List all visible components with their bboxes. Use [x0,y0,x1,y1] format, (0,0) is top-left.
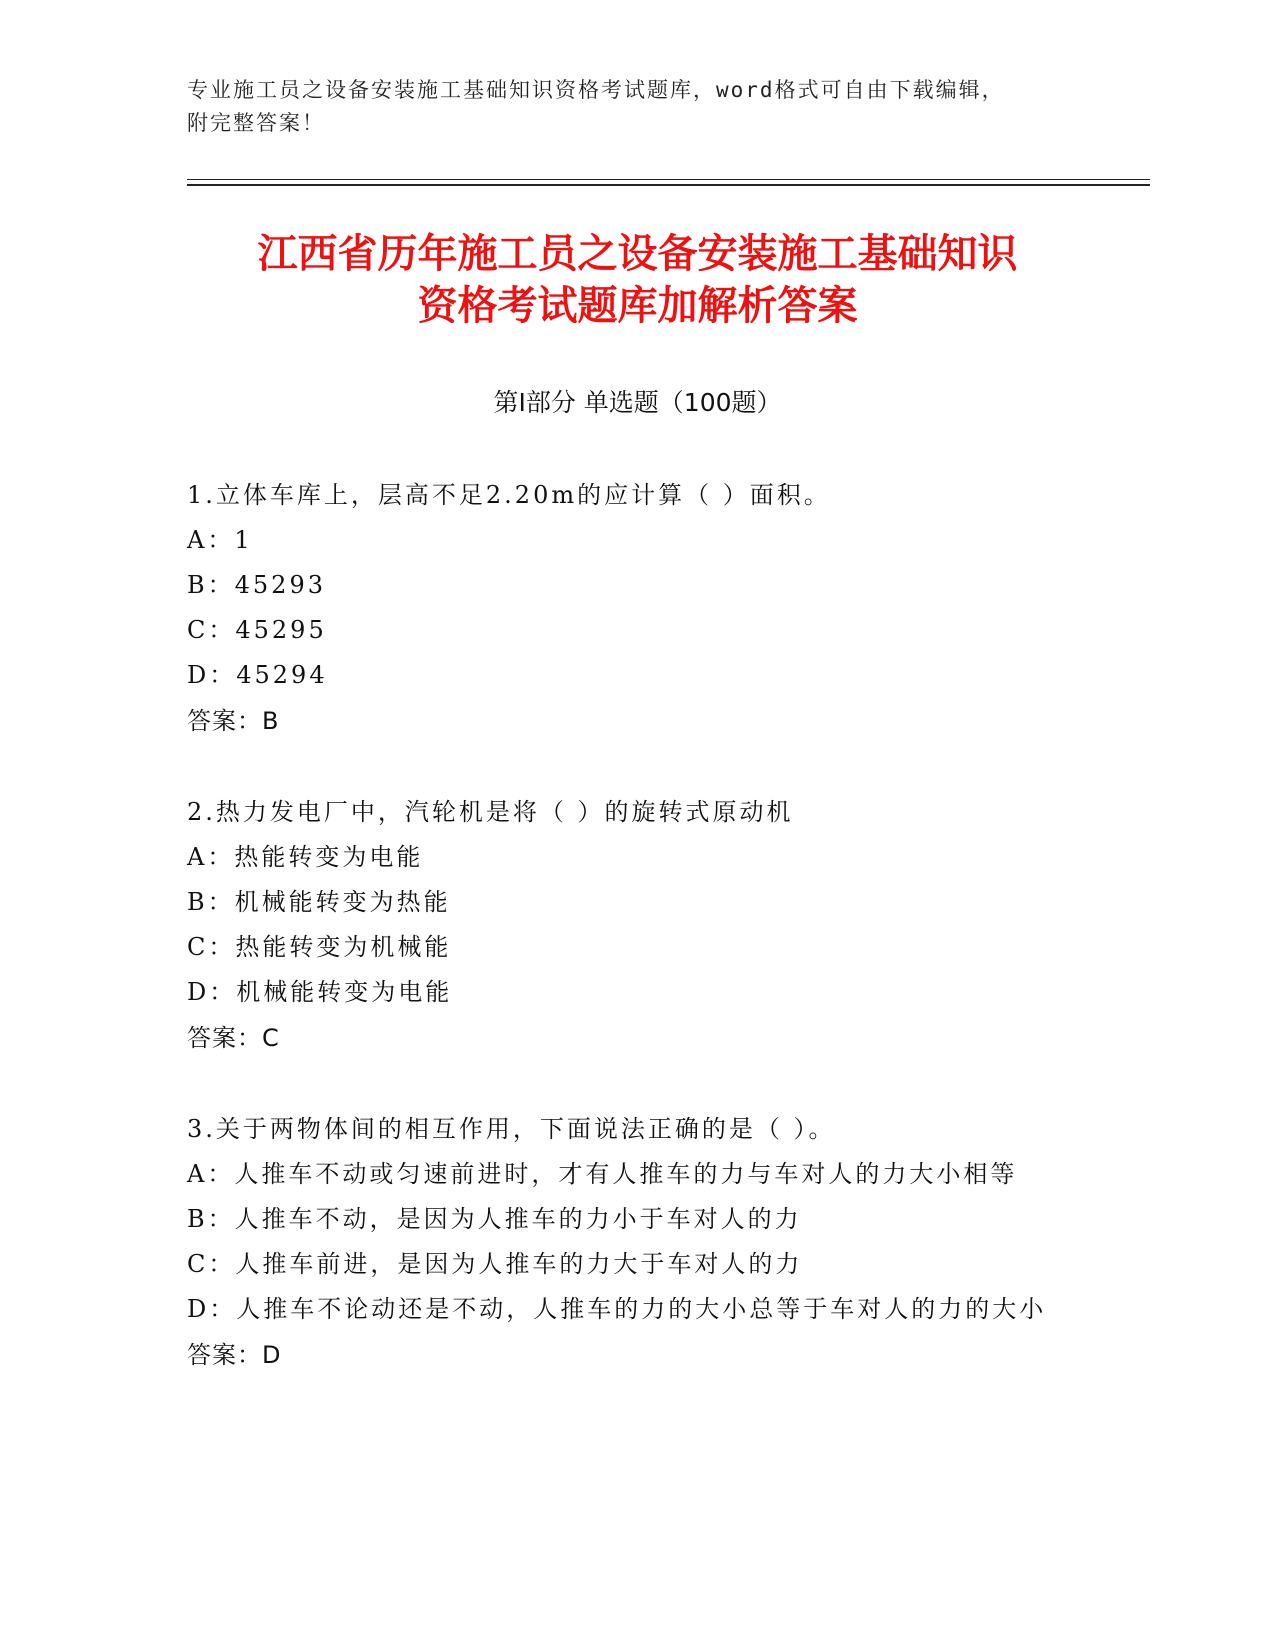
answer-line: 答案：D [187,1341,282,1369]
section-heading: 第I部分 单选题（100题） [493,388,782,417]
header-note-line2: 附完整答案！ [187,111,325,135]
question-block [187,473,1087,744]
option-c: C：人推车前进，是因为人推车的力大于车对人的力 [187,1250,803,1278]
document-title-line2: 资格考试题库加解析答案 [417,283,858,329]
question-stem: 2.热力发电厂中，汽轮机是将（ ）的旋转式原动机 [187,798,794,826]
option-c: C：45295 [187,616,327,644]
question-stem: 1.立体车库上，层高不足2.20m的应计算（ ）面积。 [187,481,831,509]
document-title-line1: 江西省历年施工员之设备安装施工基础知识 [257,231,1018,277]
option-a: A：人推车不动或匀速前进时，才有人推车的力与车对人的力大小相等 [187,1160,1018,1188]
question-block [187,790,1087,1061]
answer-line: 答案：C [187,1024,280,1052]
header-divider-thick [187,184,1150,186]
option-d: D：45294 [187,661,328,689]
answer-line: 答案：B [187,707,280,735]
document-title [150,228,1125,332]
header-divider-thin [187,179,1150,180]
option-a: A：热能转变为电能 [187,843,424,871]
header-note-line1: 专业施工员之设备安装施工基础知识资格考试题库，word格式可自由下载编辑， [187,78,1005,102]
option-c: C：热能转变为机械能 [187,933,452,961]
header-note [187,74,1087,140]
option-a: A：1 [187,526,253,554]
option-d: D：机械能转变为电能 [187,978,453,1006]
option-d: D：人推车不论动还是不动，人推车的力的大小总等于车对人的力的大小 [187,1295,1047,1323]
option-b: B：机械能转变为热能 [187,888,451,916]
option-b: B：人推车不动，是因为人推车的力小于车对人的力 [187,1205,802,1233]
question-stem: 3.关于两物体间的相互作用，下面说法正确的是（ ）。 [187,1115,836,1143]
option-b: B：45293 [187,571,326,599]
question-block [187,1107,1087,1378]
